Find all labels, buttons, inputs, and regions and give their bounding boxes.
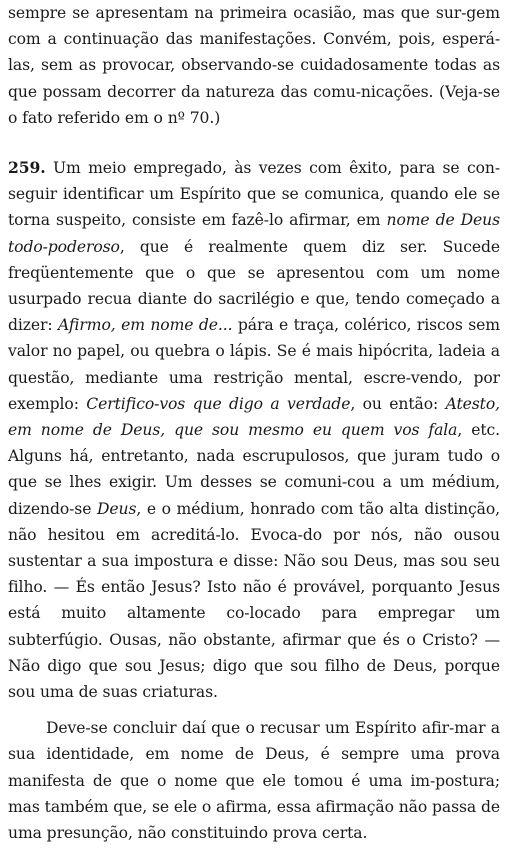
text-run: , que é realmente quem diz ser. Sucede freqüentemente que o que se apresentou com um nome usurpado recua diante do sacrilégio e que, tendo começado a dizer: [8,237,500,335]
paragraph-259 [8,155,500,705]
italic-phrase: Afirmo, em nome de... [57,316,233,335]
italic-phrase: nome de Deus todo-poderoso [8,211,500,256]
paragraph-gap [8,705,500,715]
italic-phrase: Deus [96,499,137,518]
text-run: pára e traça, colérico, riscos sem valor no papel, ou quebra o lápis. Se é mais hipócrita, ladeia a questão, mediante uma restrição mental, escre-vendo, por exemplo: [8,316,500,413]
document-page [8,0,500,846]
text-run: , etc. Alguns há, entretanto, nada escrupulosos, que juram tudo o que se lhes exigir. Um desses se comuni-cou a um médium, dizendo-se [8,421,500,518]
text-run: , e o médium, honrado com tão alta distinção, não hesitou em acreditá-lo. Evoca-do por nós, não ousou sustentar a sua impostura e disse: Não sou Deus, mas sou seu filho. — És então Jesus? Isto não é provável, porquanto Jesus está muito altamente co-locado para empregar um subterfúgio. Ousas, não obstante, afirmar que és o Cristo? — Não digo que sou Jesus; digo que sou filho de Deus, porque sou uma de suas criaturas. [8,499,500,702]
text-run: Um meio empregado, às vezes com êxito, para se con-seguir identificar um Espírito que se comunica, quando ele se torna suspeito, consiste em fazê-lo afirmar, em [8,159,500,230]
italic-phrase: Certifico-vos que digo a verdade [86,394,351,413]
text-run: , ou então: [350,394,446,413]
paragraph-continuation: sempre se apresentam na primeira ocasião, mas que sur-gem com a continuação das manifestações. Convém, pois, esperá-las, sem as provocar, observando-se cuidadosamente todas as que possam decorrer da natureza das comu-nicações. (Veja-se o fato referido em o nº 70.) [8,4,500,127]
paragraph-conclusion: Deve-se concluir daí que o recusar um Espírito afir-mar a sua identidade, em nome de Deus, é sempre uma prova manifesta de que o nome que ele tomou é uma im-postura; mas também que, se ele o afirma, essa afirmação não passa de uma presunção, não constituindo prova certa. [8,719,500,843]
paragraph-gap [8,131,500,155]
section-number: 259. [8,158,46,178]
italic-phrase: Atesto, em nome de Deus, que sou mesmo eu quem vos fala [8,394,500,440]
